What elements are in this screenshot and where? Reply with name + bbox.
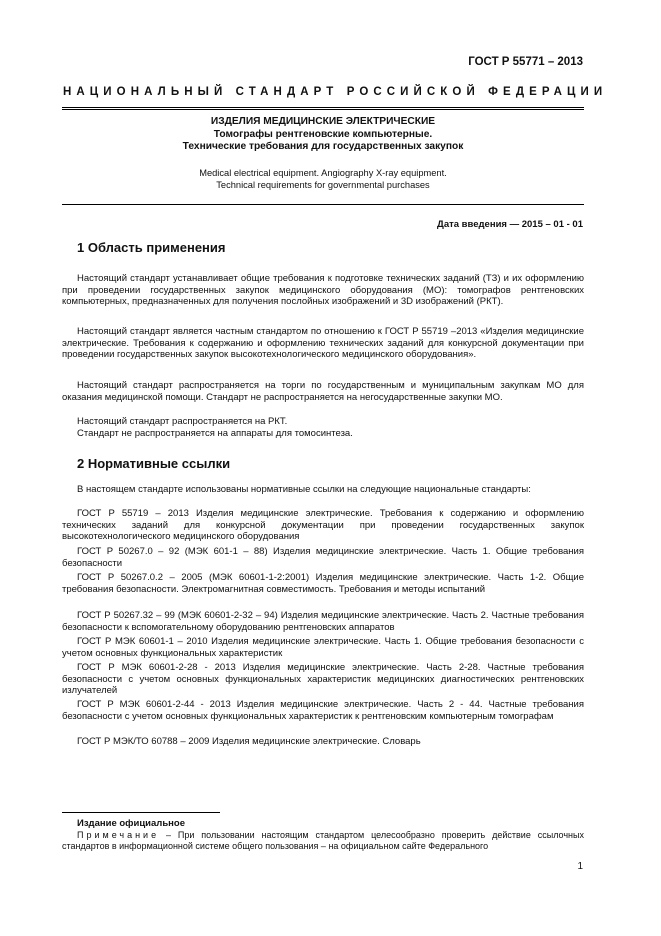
title-russian <box>62 116 584 154</box>
s1-paragraph-2: Настоящий стандарт является частным стандартом по отношению к ГОСТ Р 55719 –2013 «Изделия медицинские электрические. Требования к содержанию и оформлению технических заданий для конкурсной документации при проведении государственных закупок высокотехнологического медицинского оборудования». <box>62 326 584 361</box>
footer-note <box>62 830 584 852</box>
title-line-1: ИЗДЕЛИЯ МЕДИЦИНСКИЕ ЭЛЕКТРИЧЕСКИЕ <box>210 116 436 127</box>
official-edition-label: Издание официальное <box>77 818 185 829</box>
introduction-date: Дата введения — 2015 – 01 - 01 <box>437 219 583 230</box>
reference-item-1: ГОСТ Р 55719 – 2013 Изделия медицинские электрические. Требования к содержанию и оформлению технических заданий для конкурсной документации при проведении государственных закупок высокотехнологического медицинского оборудования <box>62 508 584 543</box>
s1-paragraph-3: Настоящий стандарт распространяется на торги по государственным и муниципальным закупкам МО для оказания медицинской помощи. Стандарт не распространяется на негосударственные закупки МО. <box>62 380 584 403</box>
title-line-2: Томографы рентгеновские компьютерные. <box>213 128 433 140</box>
national-standard-banner: НАЦИОНАЛЬНЫЙ СТАНДАРТ РОССИЙСКОЙ ФЕДЕРАЦИИ <box>63 86 608 98</box>
reference-item-8: ГОСТ Р МЭК/ТО 60788 – 2009 Изделия медицинские электрические. Словарь <box>77 736 421 747</box>
section-1-heading: 1 Область применения <box>77 240 226 255</box>
reference-item-2: ГОСТ Р 50267.0 – 92 (МЭК 601-1 – 88) Изделия медицинские электрические. Часть 1. Общие требования безопасности <box>62 546 584 569</box>
s2-intro: В настоящем стандарте использованы нормативные ссылки на следующие национальные стандарты: <box>77 484 531 495</box>
footer-divider <box>62 812 220 813</box>
note-text: – При пользовании настоящим стандартом целесообразно проверить действие ссылочных стандартов в информационной системе общего пользования – на официальном сайте Федерального <box>62 830 584 852</box>
title-divider <box>62 204 584 205</box>
title-line-3: Технические требования для государственных закупок <box>182 141 464 153</box>
reference-item-3: ГОСТ Р 50267.0.2 – 2005 (МЭК 60601-1-2:2001) Изделия медицинские электрические. Часть 1-2. Общие требования безопасности. Электромагнитная совместимость. Требования и методы испытаний <box>62 572 584 595</box>
reference-item-6: ГОСТ Р МЭК 60601-2-28 - 2013 Изделия медицинские электрические. Часть 2-28. Частные требования безопасности с учетом основных функциональных характеристик медицинских диагностических рентгеновских излучателей <box>62 662 584 697</box>
title-english <box>62 168 584 191</box>
note-label: Примечание <box>77 830 160 840</box>
reference-item-4: ГОСТ Р 50267.32 – 99 (МЭК 60601-2-32 – 94) Изделия медицинские электрические. Часть 2. Частные требования безопасности к вспомогательному оборудованию рентгеновских аппаратов <box>62 610 584 633</box>
title-en-line-1: Medical electrical equipment. Angiography X-ray equipment. <box>199 168 447 178</box>
top-divider <box>62 107 584 110</box>
section-2-heading: 2 Нормативные ссылки <box>77 456 231 471</box>
title-en-line-2: Technical requirements for governmental purchases <box>216 179 430 190</box>
s1-paragraph-4: Настоящий стандарт распространяется на РКТ. <box>77 416 288 427</box>
s1-paragraph-5: Стандарт не распространяется на аппараты для томосинтеза. <box>77 428 353 439</box>
s1-paragraph-1: Настоящий стандарт устанавливает общие требования к подготовке технических заданий (ТЗ) и их оформлению при проведении государственных закупок медицинского оборудования (МО): томографов рентгеновских компьютерных, предназначенных для получения послойных изображений и 3D изображений (РКТ). <box>62 273 584 308</box>
page-number: 1 <box>577 861 583 872</box>
document-code: ГОСТ Р 55771 – 2013 <box>468 56 583 68</box>
reference-item-5: ГОСТ Р МЭК 60601-1 – 2010 Изделия медицинские электрические. Часть 1. Общие требования безопасности с учетом основных функциональных характеристик <box>62 636 584 659</box>
reference-item-7: ГОСТ Р МЭК 60601-2-44 - 2013 Изделия медицинские электрические. Часть 2 - 44. Частные требования безопасности с учетом основных функциональных характеристик к рентгеновским компьютерным томографам <box>62 699 584 722</box>
